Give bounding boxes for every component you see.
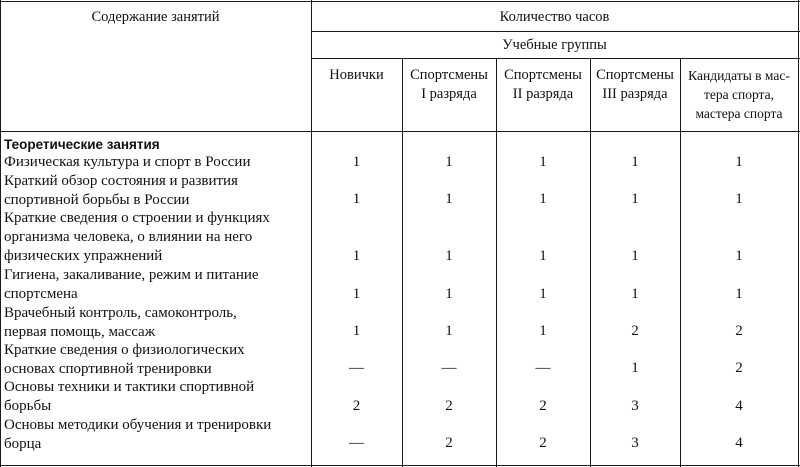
cell-value: 1 (539, 323, 547, 339)
cell-value: 1 (539, 191, 547, 207)
left-border (0, 0, 1, 467)
cell-value: 1 (735, 154, 743, 170)
group-header-line: Спортсмены (504, 67, 582, 83)
row-label-line: основах спортивной тренировки (4, 361, 212, 377)
row-label (4, 416, 310, 454)
hours-header: Количество часов (499, 9, 610, 25)
group-header-line: Спортсмены (596, 67, 674, 83)
row-label-line: Гигиена, закаливание, режим и питание (4, 267, 259, 283)
table-top-border (0, 1, 800, 2)
cell-value: 2 (445, 435, 453, 451)
row-label-line: Физическая культура и спорт в России (4, 154, 251, 170)
row-label (4, 209, 310, 266)
cell-value: 2 (539, 435, 547, 451)
cell-value: 1 (539, 154, 547, 170)
cell-value: — (535, 360, 551, 376)
cell-value: 4 (735, 398, 743, 414)
cell-value: 1 (445, 286, 453, 302)
hours-divider (311, 31, 800, 32)
cell-value: — (441, 360, 457, 376)
row-label (4, 172, 310, 210)
row-label-line: Краткие сведения о строении и функциях (4, 210, 270, 226)
section-title: Теоретические занятия (4, 137, 160, 152)
cell-value: 1 (735, 286, 743, 302)
row-label (4, 378, 310, 416)
row-label (4, 341, 310, 379)
group-header-novices (311, 66, 402, 85)
row-label-line: спортсмена (4, 286, 78, 302)
cell-value: 2 (735, 323, 743, 339)
row-label-line: спортивной борьбы в России (4, 192, 190, 208)
row-label-line: Основы методики обучения и тренировки (4, 417, 272, 433)
row-label-line: борьбы (4, 398, 52, 414)
group-header-masters (680, 66, 798, 123)
group-header-rank-2 (496, 66, 590, 104)
cell-value: 1 (445, 154, 453, 170)
cell-value: 1 (445, 248, 453, 264)
row-label-line: Врачебный контроль, самоконтроль, (4, 305, 237, 321)
cell-value: 2 (735, 360, 743, 376)
cell-value: 2 (445, 398, 453, 414)
row-label (4, 153, 310, 172)
cell-value: 1 (539, 286, 547, 302)
cell-value: 1 (735, 248, 743, 264)
cell-value: 1 (352, 154, 361, 170)
group-header-line: II разряда (512, 86, 574, 102)
cell-value: 1 (352, 286, 361, 302)
cell-value: 2 (539, 398, 547, 414)
cell-value: 1 (631, 286, 639, 302)
row-label-line: первая помощь, массаж (4, 324, 156, 340)
row-label-line: физических упражнений (4, 248, 163, 264)
content-column-header: Содержание занятий (91, 9, 220, 25)
row-label-line: Краткие сведения о физиологических (4, 342, 245, 358)
cell-value: 1 (352, 323, 361, 339)
row-label-line: организма человека, о влиянии на него (4, 229, 253, 245)
cell-value: 1 (631, 191, 639, 207)
row-label-line: Краткий обзор состояния и развития (4, 173, 238, 189)
group-header-line: Кандидаты в мас- (688, 68, 790, 83)
cell-value: 1 (352, 248, 361, 264)
cell-value: 4 (735, 435, 743, 451)
group-header-rank-1 (402, 66, 496, 104)
cell-value: 1 (735, 191, 743, 207)
cell-value: — (349, 360, 364, 376)
cell-value: 1 (445, 191, 453, 207)
groups-divider (311, 58, 800, 59)
cell-value: — (349, 435, 364, 451)
groups-header: Учебные группы (502, 37, 607, 53)
cell-value: 2 (352, 398, 361, 414)
group-header-line: мастера спорта (695, 106, 783, 121)
row-label-line: борца (4, 436, 42, 452)
cell-value: 1 (631, 360, 639, 376)
cell-value: 1 (631, 248, 639, 264)
row-label (4, 266, 310, 304)
cell-value: 1 (352, 191, 361, 207)
cell-value: 3 (631, 398, 639, 414)
right-border (798, 0, 799, 467)
cell-value: 1 (539, 248, 547, 264)
group-header-line: I разряда (421, 86, 477, 102)
group-header-line: тера спорта, (704, 87, 774, 102)
row-label-line: Основы техники и тактики спортивной (4, 379, 255, 395)
group-header-rank-3 (590, 66, 680, 104)
cell-value: 2 (631, 323, 639, 339)
group-header-line: III разряда (602, 86, 668, 102)
group-header-line: Новички (329, 67, 384, 83)
cell-value: 3 (631, 435, 639, 451)
cell-value: 1 (445, 323, 453, 339)
group-header-line: Спортсмены (410, 67, 488, 83)
row-label (4, 304, 310, 342)
cell-value: 1 (631, 154, 639, 170)
